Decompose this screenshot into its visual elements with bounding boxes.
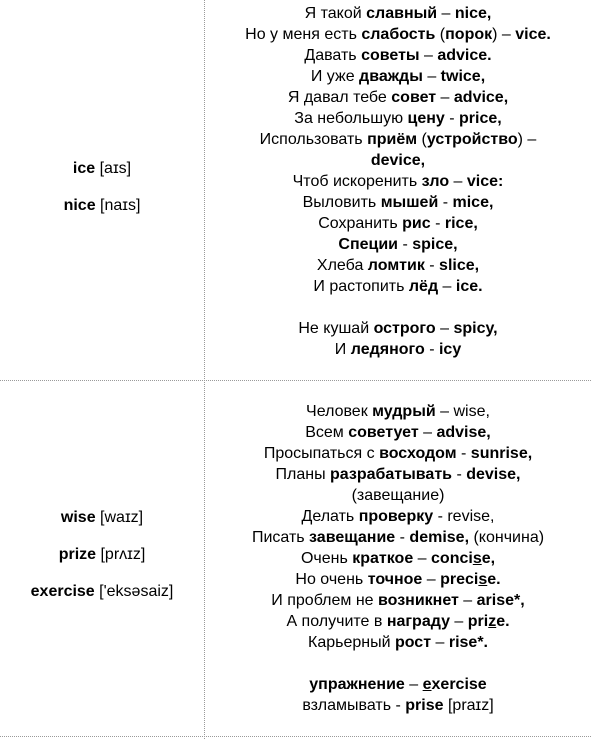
bold-text: advice,	[453, 89, 509, 106]
spacer	[0, 179, 204, 195]
plain-text: -	[424, 257, 440, 274]
plain-text: -	[424, 341, 439, 358]
plain-text: ,	[490, 508, 495, 525]
plain-text: ) –	[492, 26, 516, 43]
bold-text: зло	[421, 173, 450, 190]
bold-text: возникнет	[378, 592, 459, 609]
text-line	[205, 3, 591, 24]
text-line	[0, 581, 204, 602]
plain-text: –	[437, 5, 455, 22]
text-line	[205, 87, 591, 108]
plain-text: Не кушай	[298, 320, 374, 337]
bold-text	[423, 676, 432, 693]
bold-text: восходом	[379, 445, 457, 462]
text-line	[205, 632, 591, 653]
bold-text: цену	[407, 110, 445, 127]
bold-text: sunrise,	[470, 445, 533, 462]
bold-text: советует	[348, 424, 419, 441]
plain-text: [aɪs]	[95, 160, 132, 177]
plain-text: Просыпаться с	[263, 445, 380, 462]
bold-text: mice,	[452, 194, 494, 211]
bold-text: rice,	[444, 215, 478, 232]
bold-text: preci	[440, 571, 479, 588]
text-line	[205, 171, 591, 192]
plain-text: Давать	[304, 47, 362, 64]
row1-rhyme-poem	[205, 3, 591, 360]
bold-text	[478, 571, 487, 588]
text-line	[205, 276, 591, 297]
row2-rhyme-poem	[205, 401, 591, 716]
text-line	[205, 24, 591, 45]
bold-text: краткое	[352, 550, 414, 567]
plain-text: И проблем не	[271, 592, 379, 609]
bold-text: e.	[496, 613, 510, 630]
underlined-letter: s	[472, 550, 482, 567]
plain-text: Но у меня есть	[245, 26, 362, 43]
text-line	[205, 695, 591, 716]
bold-text: точное	[367, 571, 423, 588]
plain-text: Всем	[305, 424, 349, 441]
text-line	[205, 590, 591, 611]
bold-text: острого	[373, 320, 436, 337]
plain-text: [waɪz]	[95, 509, 144, 526]
plain-text: ,	[485, 403, 490, 420]
plain-text: –	[435, 320, 454, 337]
plain-text: -	[456, 445, 471, 462]
bold-text: demise,	[409, 529, 470, 546]
plain-text: Планы	[275, 466, 331, 483]
text-line	[205, 527, 591, 548]
text-line	[0, 158, 204, 179]
plain-text: Использовать	[259, 131, 368, 148]
plain-text: (завещание)	[351, 487, 445, 504]
text-line	[205, 485, 591, 506]
bold-text: ice	[72, 160, 96, 177]
plain-text: –	[435, 403, 454, 420]
blank-line	[205, 297, 591, 318]
text-line	[0, 195, 204, 216]
bold-text: conci	[431, 550, 473, 567]
bold-text: завещание	[309, 529, 396, 546]
text-line	[205, 213, 591, 234]
plain-text: Человек	[306, 403, 373, 420]
bold-text: exercise	[30, 583, 95, 600]
underlined-letter: e	[422, 676, 432, 693]
plain-text: –	[438, 278, 456, 295]
bold-text: twice,	[440, 68, 486, 85]
plain-text: –	[449, 613, 468, 630]
text-line	[205, 108, 591, 129]
bold-text: ice.	[455, 278, 483, 295]
plain-text: [naɪs]	[95, 197, 141, 214]
plain-text: (кончина)	[469, 529, 545, 546]
text-line	[205, 45, 591, 66]
underlined-letter: s	[478, 571, 488, 588]
plain-text: -	[398, 236, 413, 253]
plain-text: revise	[447, 508, 491, 525]
bold-text: icy	[438, 341, 462, 358]
plain-text: –	[458, 592, 477, 609]
plain-text: Чтоб искоренить	[292, 173, 422, 190]
bold-text: порок	[445, 26, 493, 43]
plain-text: Сохранить	[318, 215, 403, 232]
bold-text: ломтик	[367, 257, 425, 274]
plain-text: Карьерный	[308, 634, 395, 651]
bold-text: устройство	[426, 131, 518, 148]
plain-text: [praɪz]	[443, 697, 494, 714]
bold-text: упражнение	[309, 676, 405, 693]
plain-text: -	[452, 466, 467, 483]
plain-text: –	[413, 550, 432, 567]
bold-text: price,	[459, 110, 502, 127]
text-line	[205, 506, 591, 527]
text-line	[205, 422, 591, 443]
bold-text: slice,	[439, 257, 480, 274]
bold-text: arise*,	[476, 592, 525, 609]
text-line	[205, 66, 591, 87]
text-line	[205, 150, 591, 171]
text-line	[205, 129, 591, 150]
text-line	[205, 443, 591, 464]
bold-text: рис	[402, 215, 431, 232]
table-bottom-border	[0, 736, 591, 737]
plain-text: [prʌɪz]	[96, 546, 146, 563]
bold-text: мудрый	[372, 403, 436, 420]
bold-text: prize	[58, 546, 97, 563]
bold-text: advice.	[437, 47, 492, 64]
bold-text: мышей	[380, 194, 439, 211]
bold-text: рост	[394, 634, 432, 651]
bold-text: проверку	[358, 508, 434, 525]
bold-text	[473, 550, 482, 567]
bold-text: xercise	[431, 676, 487, 693]
text-line	[205, 234, 591, 255]
plain-text: Но очень	[295, 571, 368, 588]
bold-text: советы	[361, 47, 420, 64]
plain-text: И уже	[310, 68, 360, 85]
plain-text: Я такой	[304, 5, 367, 22]
bold-text: spice,	[412, 236, 458, 253]
plain-text: –	[404, 676, 423, 693]
plain-text: (	[417, 131, 427, 148]
plain-text: Делать	[301, 508, 359, 525]
text-line	[205, 464, 591, 485]
text-line	[205, 548, 591, 569]
text-line	[205, 318, 591, 339]
bold-text: nice,	[454, 5, 492, 22]
row2-word-list	[0, 507, 204, 602]
plain-text: Хлеба	[316, 257, 368, 274]
bold-text: Специи	[338, 236, 399, 253]
plain-text: А получите в	[286, 613, 387, 630]
row1-word-list	[0, 158, 204, 216]
plain-text: Писать	[251, 529, 310, 546]
bold-text: advise,	[436, 424, 491, 441]
plain-text: И растопить	[313, 278, 409, 295]
plain-text: -	[430, 215, 445, 232]
bold-text: wise	[60, 509, 96, 526]
blank-line	[205, 653, 591, 674]
bold-text: spicy,	[453, 320, 498, 337]
plain-text: –	[436, 89, 454, 106]
text-line	[205, 401, 591, 422]
plain-text: wise	[453, 403, 486, 420]
bold-text: prise	[405, 697, 444, 714]
row-divider	[0, 380, 591, 381]
plain-text: Очень	[300, 550, 353, 567]
plain-text: И	[334, 341, 351, 358]
plain-text: Я давал тебе	[287, 89, 392, 106]
bold-text: лёд	[408, 278, 439, 295]
plain-text: –	[422, 571, 441, 588]
plain-text: -	[438, 194, 453, 211]
bold-text: devise,	[466, 466, 521, 483]
plain-text: –	[449, 173, 467, 190]
bold-text: славный	[366, 5, 438, 22]
bold-text: разрабатывать	[330, 466, 452, 483]
spacer	[0, 528, 204, 544]
plain-text: –	[422, 68, 441, 85]
bold-text: приём	[367, 131, 418, 148]
text-line	[0, 544, 204, 565]
bold-text: pri	[467, 613, 489, 630]
bold-text: слабость	[361, 26, 436, 43]
bold-text: e,	[481, 550, 496, 567]
bold-text: vice:	[466, 173, 504, 190]
text-line	[205, 611, 591, 632]
bold-text: e.	[487, 571, 501, 588]
plain-text: За небольшую	[294, 110, 408, 127]
plain-text: -	[395, 529, 410, 546]
text-line	[205, 192, 591, 213]
plain-text: взламывать -	[302, 697, 406, 714]
plain-text: ) –	[517, 131, 537, 148]
text-line	[205, 569, 591, 590]
bold-text: rise*.	[448, 634, 488, 651]
plain-text: –	[418, 424, 437, 441]
plain-text: –	[419, 47, 438, 64]
plain-text: –	[431, 634, 449, 651]
plain-text: Выловить	[302, 194, 381, 211]
text-line	[205, 255, 591, 276]
bold-text: награду	[386, 613, 450, 630]
plain-text: -	[433, 508, 448, 525]
bold-text: vice.	[515, 26, 551, 43]
bold-text: device,	[370, 152, 426, 169]
plain-text: -	[444, 110, 460, 127]
text-line	[0, 507, 204, 528]
bold-text: дважды	[359, 68, 423, 85]
underlined-letter: z	[488, 613, 497, 630]
bold-text: ледяного	[350, 341, 425, 358]
bold-text: nice	[63, 197, 96, 214]
text-line	[205, 674, 591, 695]
text-line	[205, 339, 591, 360]
bold-text: совет	[391, 89, 437, 106]
spacer	[0, 565, 204, 581]
plain-text: (	[435, 26, 446, 43]
plain-text: ['eksəsaiz]	[94, 583, 174, 600]
